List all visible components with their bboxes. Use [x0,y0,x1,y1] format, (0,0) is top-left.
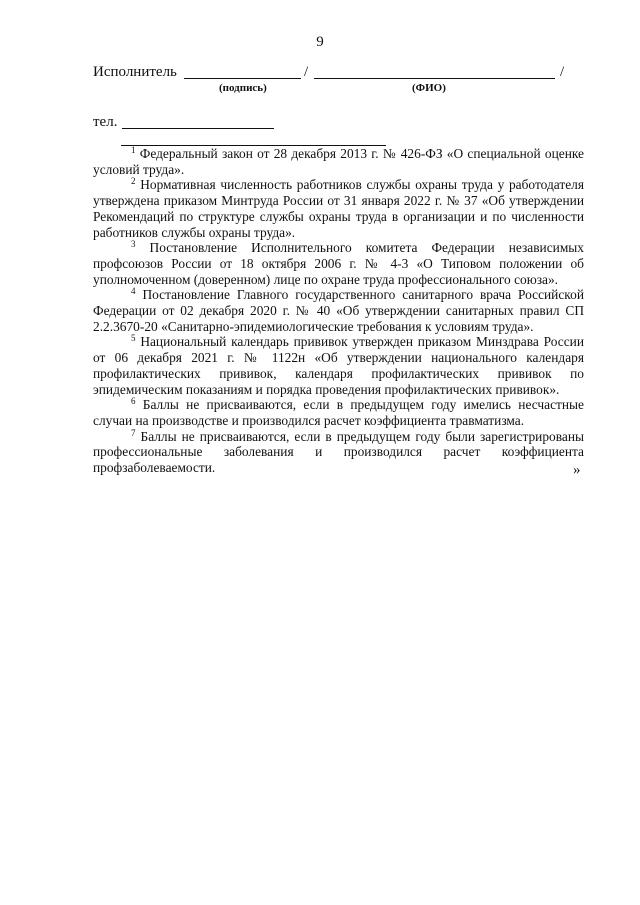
footnote-7 [93,429,584,476]
footnote-1 [93,146,584,177]
page-number: 9 [316,34,324,50]
footnote-2 [93,177,584,240]
footnote-4 [93,287,584,334]
footnote-text: Национальный календарь прививок утвержден приказом Минздрава России от 06 декабря 2021 г. № 1122н «Об утверждении национального календаря профилактических прививок, календаря профилактических прививок по эпидемическим показаниям и порядка проведения профилактических прививок». [93,334,584,397]
signature-slash: / [304,64,309,80]
footnote-mark: 4 [131,286,136,297]
full-name-caption: (ФИО) [412,82,446,94]
footnote-3 [93,240,584,287]
phone-line [122,114,274,129]
footnote-text: Баллы не присваиваются, если в предыдущем году были зарегистрированы профессиональные заболевания и производился расчет коэффициента профзаболеваемости. [93,428,584,476]
footnote-mark: 7 [131,427,136,438]
footnote-6 [93,397,584,428]
signature-caption: (подпись) [219,82,267,94]
footnote-mark: 3 [131,239,136,250]
footnotes-section [93,146,584,476]
executor-signature-block [93,64,573,94]
footnote-text: Нормативная численность работников службы охраны труда у работодателя утверждена приказом Минтруда России от 31 января 2022 г. № 37 «Об утверждении Рекомендаций по структуре службы охраны труда в организации и по численности работников службы охраны труда». [93,177,584,240]
footnote-text: Федеральный закон от 28 декабря 2013 г. № 426-ФЗ «О специальной оценке условий труда». [93,146,584,177]
signature-line [184,64,301,79]
footnote-mark: 1 [131,145,136,155]
footnote-mark: 2 [131,176,136,187]
full-name-slash: / [560,64,565,80]
footnote-mark: 6 [131,396,136,407]
footnote-mark: 5 [131,333,136,344]
footnote-text: Постановление Главного государственного санитарного врача Российской Федерации от 02 декабря 2020 г. № 40 «Об утверждении санитарных правил СП 2.2.3670-20 «Санитарно-эпидемиологические требования к условиям труда». [93,287,584,334]
phone-label: тел. [93,114,118,130]
closing-quote-mark: » [573,462,581,478]
footnote-text: Постановление Исполнительного комитета Федерации независимых профсоюзов России от 18 октября 2006 г. № 4-3 «О Типовом положении об уполномоченном (доверенном) лице по охране труда профессионального союза». [93,240,584,287]
footnote-5 [93,334,584,397]
footnote-text: Баллы не присваиваются, если в предыдущем году имелись несчастные случаи на производстве и производился расчет коэффициента травматизма. [93,397,584,428]
executor-label: Исполнитель [93,64,177,80]
full-name-line [314,64,555,79]
